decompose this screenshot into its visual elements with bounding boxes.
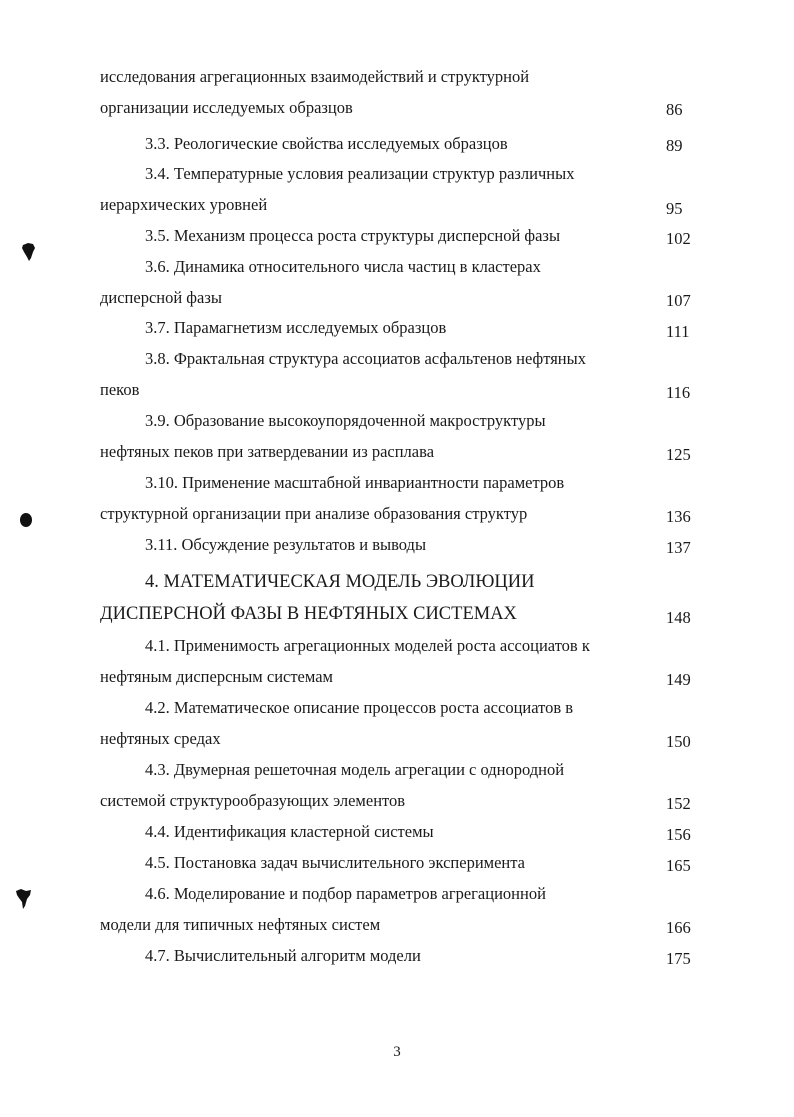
toc-entry-text: 3.9. Образование высокоупорядоченной макроструктуры — [145, 411, 546, 430]
toc-entry-text: 4.1. Применимость агрегационных моделей роста ассоциатов к — [145, 636, 590, 655]
toc-entry-text: 3.3. Реологические свойства исследуемых образцов — [145, 134, 508, 153]
toc-entry-text: 3.6. Динамика относительного числа частиц в кластерах — [145, 257, 541, 276]
toc-entry-text: 4.4. Идентификация кластерной системы — [145, 822, 434, 841]
toc-entry-text: исследования агрегационных взаимодействий и структурной — [100, 67, 530, 86]
toc-entry-text: 4.2. Математическое описание процессов роста ассоциатов в — [145, 698, 574, 717]
scan-blot-mark — [21, 242, 37, 262]
toc-entry-text: 4.5. Постановка задач вычислительного эксперимента — [145, 853, 525, 872]
toc-entry-text: 3.5. Механизм процесса роста структуры дисперсной фазы — [145, 226, 561, 245]
toc-page-number: 175 — [666, 949, 691, 968]
toc-entry-text: пеков — [100, 380, 140, 399]
toc-page-number: 149 — [666, 670, 691, 689]
toc-entry-text: 3.11. Обсуждение результатов и выводы — [145, 535, 427, 554]
toc-entry-text: модели для типичных нефтяных систем — [100, 915, 381, 934]
toc-page-number: 137 — [666, 538, 691, 557]
toc-entry-text: 3.4. Температурные условия реализации структур различных — [145, 164, 575, 183]
page-number: 3 — [393, 1044, 401, 1060]
toc-entry-text: нефтяных пеков при затвердевании из расплава — [100, 442, 435, 461]
toc-page-number: 148 — [666, 608, 691, 627]
toc-entry-text: нефтяных средах — [100, 729, 221, 748]
toc-entry-text: 4.6. Моделирование и подбор параметров агрегационной — [145, 884, 546, 903]
scan-blot-mark — [15, 888, 33, 910]
toc-entry-text: организации исследуемых образцов — [100, 98, 353, 117]
toc-entry-text: системой структурообразующих элементов — [100, 791, 406, 810]
toc-page-number: 86 — [666, 100, 683, 119]
toc-page-number: 166 — [666, 918, 691, 937]
toc-page-number: 150 — [666, 732, 691, 751]
toc-entry-text: структурной организации при анализе образования структур — [100, 504, 528, 523]
toc-entry-text: 3.8. Фрактальная структура ассоциатов асфальтенов нефтяных — [145, 349, 586, 368]
chapter-heading: ДИСПЕРСНОЙ ФАЗЫ В НЕФТЯНЫХ СИСТЕМАХ — [100, 604, 517, 624]
toc-page-number: 107 — [666, 291, 691, 310]
toc-entry-text: иерархических уровней — [100, 195, 268, 214]
scan-blot-mark — [18, 511, 34, 529]
toc-page-number: 152 — [666, 794, 691, 813]
toc-entry-text: 4.3. Двумерная решеточная модель агрегации с однородной — [145, 760, 565, 779]
toc-entry-text: 3.10. Применение масштабной инвариантности параметров — [145, 473, 565, 492]
toc-entry-text: дисперсной фазы — [100, 288, 222, 307]
toc-page-number: 102 — [666, 229, 691, 248]
toc-entry-text: 3.7. Парамагнетизм исследуемых образцов — [145, 318, 447, 337]
toc-entry-text: нефтяным дисперсным системам — [100, 667, 333, 686]
toc-page-number: 116 — [666, 383, 691, 402]
toc-page-number: 95 — [666, 199, 683, 218]
toc-page-number: 136 — [666, 507, 691, 526]
toc-page-number: 89 — [666, 136, 683, 155]
toc-page-number: 111 — [666, 322, 690, 341]
toc-entry-text: 4.7. Вычислительный алгоритм модели — [145, 946, 421, 965]
toc-page-number: 125 — [666, 445, 691, 464]
toc-page-number: 165 — [666, 856, 691, 875]
chapter-heading: 4. МАТЕМАТИЧЕСКАЯ МОДЕЛЬ ЭВОЛЮЦИИ — [145, 572, 535, 592]
toc-page-number: 156 — [666, 825, 691, 844]
